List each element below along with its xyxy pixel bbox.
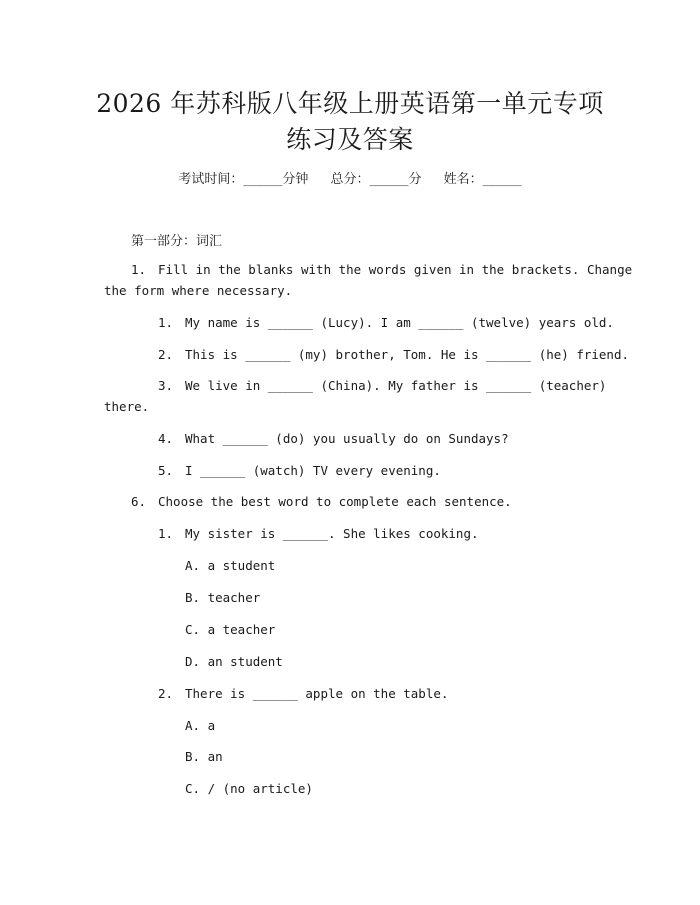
- exam-meta: [0, 168, 700, 187]
- option-a: A. a student: [185, 558, 276, 573]
- part2-instruction: Choose the best word to complete each sentence.: [158, 494, 512, 509]
- option-b: B. teacher: [185, 590, 261, 605]
- question-text: My sister is ______. She likes cooking.: [185, 526, 479, 541]
- option-c: C. / (no article): [185, 781, 313, 796]
- exam-title-line-1: 2026 年苏科版八年级上册英语第一单元专项: [96, 89, 604, 118]
- part1-number: 1.: [131, 262, 147, 277]
- option-a: A. a: [185, 718, 216, 733]
- option-b: B. an: [185, 749, 223, 764]
- section-heading: 第一部分：词汇: [131, 234, 223, 249]
- part1-instruction-line-1: Fill in the blanks with the words given in the brackets. Change: [158, 262, 633, 277]
- question-number: 4.: [158, 431, 174, 446]
- question-number: 1.: [158, 315, 174, 330]
- exam-score-field: 总分：______分: [330, 172, 422, 187]
- option-c: C. a teacher: [185, 622, 276, 637]
- question-text: There is ______ apple on the table.: [185, 686, 449, 701]
- question-number: 5.: [158, 463, 174, 478]
- question-number: 2.: [158, 347, 174, 362]
- part1-instruction-line-2: the form where necessary.: [104, 283, 293, 298]
- question-text: This is ______ (my) brother, Tom. He is ______ (he) friend.: [185, 347, 630, 362]
- question-number: 1.: [158, 526, 174, 541]
- option-d: D. an student: [185, 654, 283, 669]
- exam-time-field: 考试时间：______分钟: [178, 172, 309, 187]
- question-text: My name is ______ (Lucy). I am ______ (twelve) years old.: [185, 315, 614, 330]
- question-number: 3.: [158, 378, 174, 393]
- question-text-continued: there.: [104, 399, 150, 414]
- exam-name-field: 姓名：______: [443, 172, 522, 187]
- question-text: What ______ (do) you usually do on Sundays?: [185, 431, 509, 446]
- question-text: I ______ (watch) TV every evening.: [185, 463, 441, 478]
- part2-number: 6.: [131, 494, 147, 509]
- question-text: We live in ______ (China). My father is ______ (teacher): [185, 378, 607, 393]
- question-number: 2.: [158, 686, 174, 701]
- exam-title-line-2: 练习及答案: [286, 125, 414, 154]
